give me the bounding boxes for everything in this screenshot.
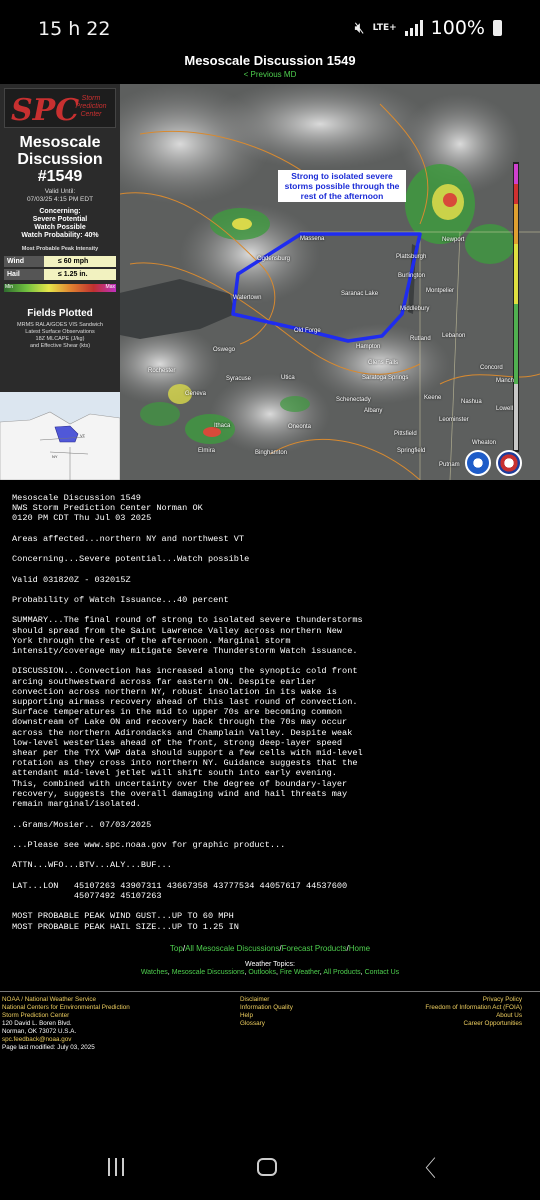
md-callout: Strong to isolated severe storms possible through the rest of the afternoon <box>278 170 406 202</box>
privacy-policy-link[interactable]: Privacy Policy <box>482 996 522 1003</box>
watches-link[interactable]: Watches <box>140 969 168 976</box>
product-line <box>12 871 532 881</box>
radar-map[interactable] <box>120 84 540 480</box>
product-line: York through the rest of the afternoon. Marginal storm <box>12 635 291 646</box>
feedback-email-link[interactable]: spc.feedback@noaa.gov <box>2 1036 72 1043</box>
inset-map-drawing <box>0 392 120 480</box>
md-side-panel <box>0 84 120 480</box>
fields-line2: Latest Surface Observations <box>25 329 95 335</box>
nav-separator: / <box>279 944 282 953</box>
topics-separator: , <box>244 969 249 976</box>
city-label: Ogdensburg <box>257 256 291 262</box>
page-last-modified: Page last modified: July 03, 2025 <box>2 1044 95 1051</box>
home-button[interactable] <box>257 1158 277 1176</box>
product-line: ATTN...WFO...BTV...ALY...BUF... <box>12 860 172 871</box>
product-line: Mesoscale Discussion 1549 <box>12 493 141 503</box>
page-nav <box>0 944 540 953</box>
hail-value: ≤ 1.25 in. <box>44 269 116 280</box>
back-button[interactable]: 〈 <box>414 1157 437 1182</box>
product-line: SUMMARY...The final round of strong to isolated severe thunderstorms <box>12 615 363 626</box>
fields-title: Fields Plotted <box>27 308 93 319</box>
city-label: Syracuse <box>226 376 252 382</box>
topics-separator: , <box>167 969 172 976</box>
city-label: Lebanon <box>442 333 466 339</box>
footer-policy-links <box>240 996 293 1028</box>
product-line: supporting airmass recovery ahead of this last round of convection. <box>12 697 358 708</box>
product-line <box>12 656 532 666</box>
wind-row <box>4 256 116 267</box>
foia-link[interactable]: Freedom of Information Act (FOIA) <box>425 1004 522 1011</box>
spc-link[interactable]: Storm Prediction Center <box>2 1012 70 1019</box>
all-products-link[interactable]: All Products <box>323 969 361 976</box>
product-line: intensity/coverage may mitigate Severe Thunderstorm Watch issuance. <box>12 646 358 657</box>
max-label: Max <box>105 284 115 290</box>
city-label: Old Forge <box>294 328 321 334</box>
city-label: Middlebury <box>400 306 430 312</box>
fields-description <box>0 322 120 350</box>
fields-line1: MRMS RALA/GOES VIS Sandwich <box>17 322 103 328</box>
intensity-title: Most Probable Peak Intensity <box>21 246 99 252</box>
address-line1: 120 David L. Boren Blvd. <box>2 1020 72 1027</box>
city-label: Albany <box>364 408 383 414</box>
product-line: convection across northern NY, robust insolation in its wake is <box>12 686 337 697</box>
product-line <box>12 809 532 819</box>
spc-logo <box>4 88 116 128</box>
page-title: Mesoscale Discussion 1549 <box>184 53 356 68</box>
city-label: Saratoga Springs <box>362 375 409 381</box>
md-heading-line2: Discussion <box>17 151 103 168</box>
nav-separator: / <box>346 944 349 953</box>
city-label: Oswego <box>213 347 236 353</box>
product-line <box>12 830 532 840</box>
previous-md-link[interactable]: < Previous MD <box>243 70 297 79</box>
city-label: Saranac Lake <box>341 291 379 297</box>
status-icons <box>355 17 503 39</box>
wind-value: ≤ 60 mph <box>44 256 116 267</box>
battery-icon <box>493 20 502 36</box>
city-label: Ithaca <box>214 423 231 429</box>
product-line: This, combined with uncertainty over the degree of boundary-layer <box>12 778 348 789</box>
career-opportunities-link[interactable]: Career Opportunities <box>463 1020 522 1027</box>
concerning-line2: Watch Possible <box>34 224 86 231</box>
city-label: Geneva <box>185 391 207 397</box>
min-label: Min <box>5 284 14 290</box>
md-heading-line1: Mesoscale <box>19 134 101 151</box>
product-line <box>12 524 532 534</box>
product-line: remain marginal/isolated. <box>12 799 141 810</box>
hail-row <box>4 269 116 280</box>
product-line: NWS Storm Prediction Center Norman OK <box>12 503 203 514</box>
forecast-products-link[interactable]: Forecast Products <box>281 944 347 953</box>
fields-line3: 18Z MLCAPE (J/kg) <box>35 336 85 342</box>
md-concerning <box>0 208 120 240</box>
md-text-product <box>12 493 532 932</box>
concerning-line1: Severe Potential <box>32 216 88 223</box>
city-label: Glens Falls <box>368 360 399 366</box>
signal-icon <box>405 20 423 36</box>
radar-map-drawing <box>120 84 540 480</box>
md-number: #1549 <box>37 168 83 185</box>
product-line: Areas affected...northern NY and northwest VT <box>12 533 245 544</box>
city-label: Burlington <box>398 273 426 279</box>
product-line: attendant mid-level jetlet will shift south into early evening. <box>12 768 337 779</box>
wind-key: Wind <box>4 256 44 267</box>
ncep-link[interactable]: National Centers for Environmental Prediction <box>2 1004 130 1011</box>
city-label: Oneonta <box>288 424 312 430</box>
topics-separator: , <box>275 969 280 976</box>
city-label: Massena <box>300 236 325 242</box>
noaa-logo <box>465 450 491 476</box>
product-line: downstream of Lake ON and recovery back through the 70s may occur <box>12 717 348 728</box>
product-line: DISCUSSION...Convection has increased along the synoptic cold front <box>12 666 358 677</box>
product-line <box>12 850 532 860</box>
city-label: Binghamton <box>255 450 288 456</box>
city-label: Plattsburgh <box>396 254 427 260</box>
product-line: 45077492 45107263 <box>12 890 162 901</box>
footer-about-links <box>425 996 522 1028</box>
product-line: Valid 031820Z - 032015Z <box>12 574 131 585</box>
product-line <box>12 585 532 595</box>
glossary-link[interactable]: Glossary <box>240 1020 265 1027</box>
product-line: Surface temperatures in the mid to upper 70s are becoming common <box>12 707 343 718</box>
city-label: Springfield <box>397 448 426 454</box>
valid-time: 07/03/25 4:15 PM EDT <box>26 196 94 203</box>
watch-probability: Watch Probability: 40% <box>21 232 99 239</box>
product-line: LAT...LON 45107263 43907311 43667358 43777534 44057617 44537600 <box>12 880 348 891</box>
all-md-link[interactable]: All Mesoscale Discussions <box>185 944 280 953</box>
city-label: Elmira <box>198 448 216 454</box>
fields-line4: and Effective Shear (kts) <box>29 343 91 349</box>
mesoscale-discussions-link[interactable]: Mesoscale Discussions <box>171 969 245 976</box>
concerning-label: Concerning: <box>39 208 81 215</box>
topics-separator: , <box>319 969 324 976</box>
product-line: MOST PROBABLE PEAK HAIL SIZE...UP TO 1.25 IN <box>12 921 239 932</box>
system-nav-bar <box>0 1140 540 1200</box>
product-line: recovery, suggests the overall damaging wind and hail threats may <box>12 788 348 799</box>
svg-text:NY: NY <box>52 454 58 459</box>
city-label: Nashua <box>461 399 482 405</box>
product-line: across the northern Adirondacks and Champlain Valley. Despite weak <box>12 727 353 738</box>
battery-percent: 100% <box>430 17 485 39</box>
product-line: low-level westerlies ahead of the front, strong deep-layer speed <box>12 737 343 748</box>
weather-topics-links <box>0 969 540 976</box>
city-label: Rutland <box>410 336 431 342</box>
product-line: arcing southwestward across far eastern ON. Despite earlier <box>12 676 317 687</box>
city-label: Newport <box>442 237 465 243</box>
product-line <box>12 605 532 615</box>
outlooks-link[interactable]: Outlooks <box>248 969 276 976</box>
city-label: Leominster <box>439 417 469 423</box>
locator-inset-map <box>0 392 120 480</box>
status-time: 15 h 22 <box>38 18 111 40</box>
city-label: Lowell <box>496 406 514 412</box>
city-label: Concord <box>480 365 503 371</box>
spc-logo-text: Storm Prediction Center <box>75 95 107 118</box>
fire-weather-link[interactable]: Fire Weather <box>279 969 320 976</box>
md-valid <box>0 188 120 204</box>
svg-text:VT: VT <box>80 433 86 438</box>
contact-us-link[interactable]: Contact Us <box>364 969 400 976</box>
product-line: ...Please see www.spc.noaa.gov for graphic product... <box>12 839 286 850</box>
product-line: Probability of Watch Issuance...40 percent <box>12 595 229 606</box>
help-link[interactable]: Help <box>240 1012 253 1019</box>
about-us-link[interactable]: About Us <box>496 1012 522 1019</box>
address-line2: Norman, OK 73072 U.S.A. <box>2 1028 77 1035</box>
city-label: Putnam <box>439 462 460 468</box>
footer-divider <box>0 991 540 992</box>
product-line <box>12 901 532 911</box>
nws-logo <box>496 450 522 476</box>
city-label: Montpelier <box>426 288 455 294</box>
top-link[interactable]: Top <box>169 944 183 953</box>
hail-key: Hail <box>4 269 44 280</box>
product-line: MOST PROBABLE PEAK WIND GUST...UP TO 60 MPH <box>12 911 234 922</box>
city-label: Utica <box>281 375 295 381</box>
noaa-nws-link[interactable]: NOAA / National Weather Service <box>2 996 97 1003</box>
city-label: Keene <box>424 395 442 401</box>
product-line <box>12 564 532 574</box>
spc-logo-mark: SPC <box>11 93 80 128</box>
product-line: should spread from the Saint Lawrence Valley across northern New <box>12 625 343 636</box>
product-line: Concerning...Severe potential...Watch possible <box>12 554 250 565</box>
recent-apps-button[interactable] <box>108 1158 124 1176</box>
md-heading <box>0 134 120 185</box>
weather-topics-title: Weather Topics: <box>245 961 295 968</box>
product-line: ..Grams/Mosier.. 07/03/2025 <box>12 819 152 830</box>
product-line <box>12 544 532 554</box>
city-label: Schenectady <box>336 397 371 403</box>
intensity-color-bar <box>4 284 116 292</box>
product-line: shear per the TYX VWP data should support a few cells with mid-level <box>12 748 363 759</box>
footer-contact <box>2 996 130 1052</box>
city-label: Watertown <box>233 295 262 301</box>
city-label: Wheaton <box>472 440 497 446</box>
network-type: LTE+ <box>372 22 397 33</box>
home-link[interactable]: Home <box>348 944 371 953</box>
city-label: Hampton <box>356 344 381 350</box>
product-line: rotation as they cross into northern NY. Guidance suggests that the <box>12 758 358 769</box>
disclaimer-link[interactable]: Disclaimer <box>240 996 270 1003</box>
status-bar <box>0 0 540 52</box>
city-label: Pittsfield <box>394 431 417 437</box>
topics-separator: , <box>360 969 365 976</box>
mute-icon: 🔇︎ <box>354 18 365 37</box>
product-line: 0120 PM CDT Thu Jul 03 2025 <box>12 513 152 524</box>
md-graphic[interactable] <box>0 84 540 480</box>
valid-label: Valid Until: <box>44 188 76 195</box>
city-label: Manch <box>496 378 515 384</box>
city-label: Rochester <box>148 368 176 374</box>
nav-separator: / <box>182 944 186 953</box>
information-quality-link[interactable]: Information Quality <box>240 1004 293 1011</box>
